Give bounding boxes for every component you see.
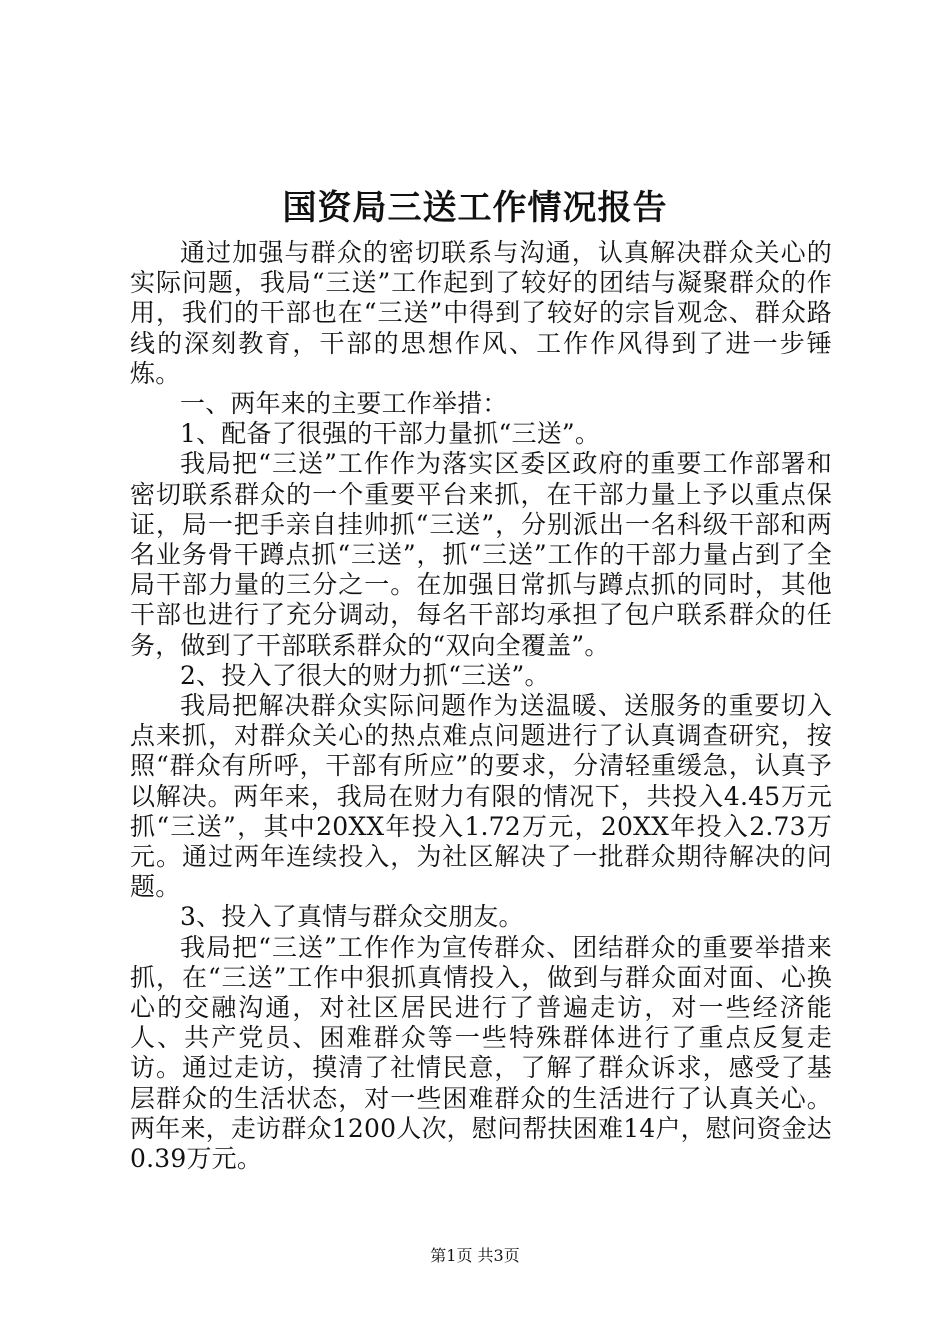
paragraph-1: 我局把“三送”工作作为落实区委区政府的重要工作部署和密切联系群众的一个重要平台来抓，在干部力量上予以重点保证，局一把手亲自挂帅抓“三送”，分别派出一名科级干部和两名业务骨干蹲点抓“三送”，抓“三送”工作的干部力量占到了全局干部力量的三分之一。在加强日常抓与蹲点抓的同时，其他干部也进行了充分调动，每名干部均承担了包户联系群众的任务，做到了干部联系群众的“双向全覆盖”。 (130, 449, 832, 660)
subheading-3: 3、投入了真情与群众交朋友。 (180, 902, 524, 932)
document-title: 国资局三送工作情况报告 (282, 188, 668, 228)
document-body (130, 238, 832, 1174)
subheading-1: 1、配备了很强的干部力量抓“三送”。 (180, 419, 601, 449)
subheading-2: 2、投入了很大的财力抓“三送”。 (180, 660, 550, 690)
paragraph-intro: 通过加强与群众的密切联系与沟通，认真解决群众关心的实际问题，我局“三送”工作起到了较好的团结与凝聚群众的作用，我们的干部也在“三送”中得到了较好的宗旨观念、群众路线的深刻教育，干部的思想作风、工作作风得到了进一步锤炼。 (130, 238, 832, 388)
paragraph-2: 我局把解决群众实际问题作为送温暖、送服务的重要切入点来抓，对群众关心的热点难点问题进行了认真调查研究，按照“群众有所呼，干部有所应”的要求，分清轻重缓急，认真予以解决。两年来，我局在财力有限的情况下，共投入4.45万元抓“三送”，其中20XX年投入1.72万元，20XX年投入2.73万元。通过两年连续投入，为社区解决了一批群众期待解决的问题。 (130, 691, 832, 902)
section-heading-measures: 一、两年来的主要工作举措： (180, 389, 508, 419)
page-number-footer: 第1页 共3页 (430, 1246, 520, 1265)
paragraph-3: 我局把“三送”工作作为宣传群众、团结群众的重要举措来抓，在“三送”工作中狠抓真情投入，做到与群众面对面、心换心的交融沟通，对社区居民进行了普遍走访，对一些经济能人、共产党员、困难群众等一些特殊群体进行了重点反复走访。通过走访，摸清了社情民意，了解了群众诉求，感受了基层群众的生活状态，对一些困难群众的生活进行了认真关心。两年来，走访群众1200人次，慰问帮扶困难14户，慰问资金达0.39万元。 (130, 932, 832, 1174)
